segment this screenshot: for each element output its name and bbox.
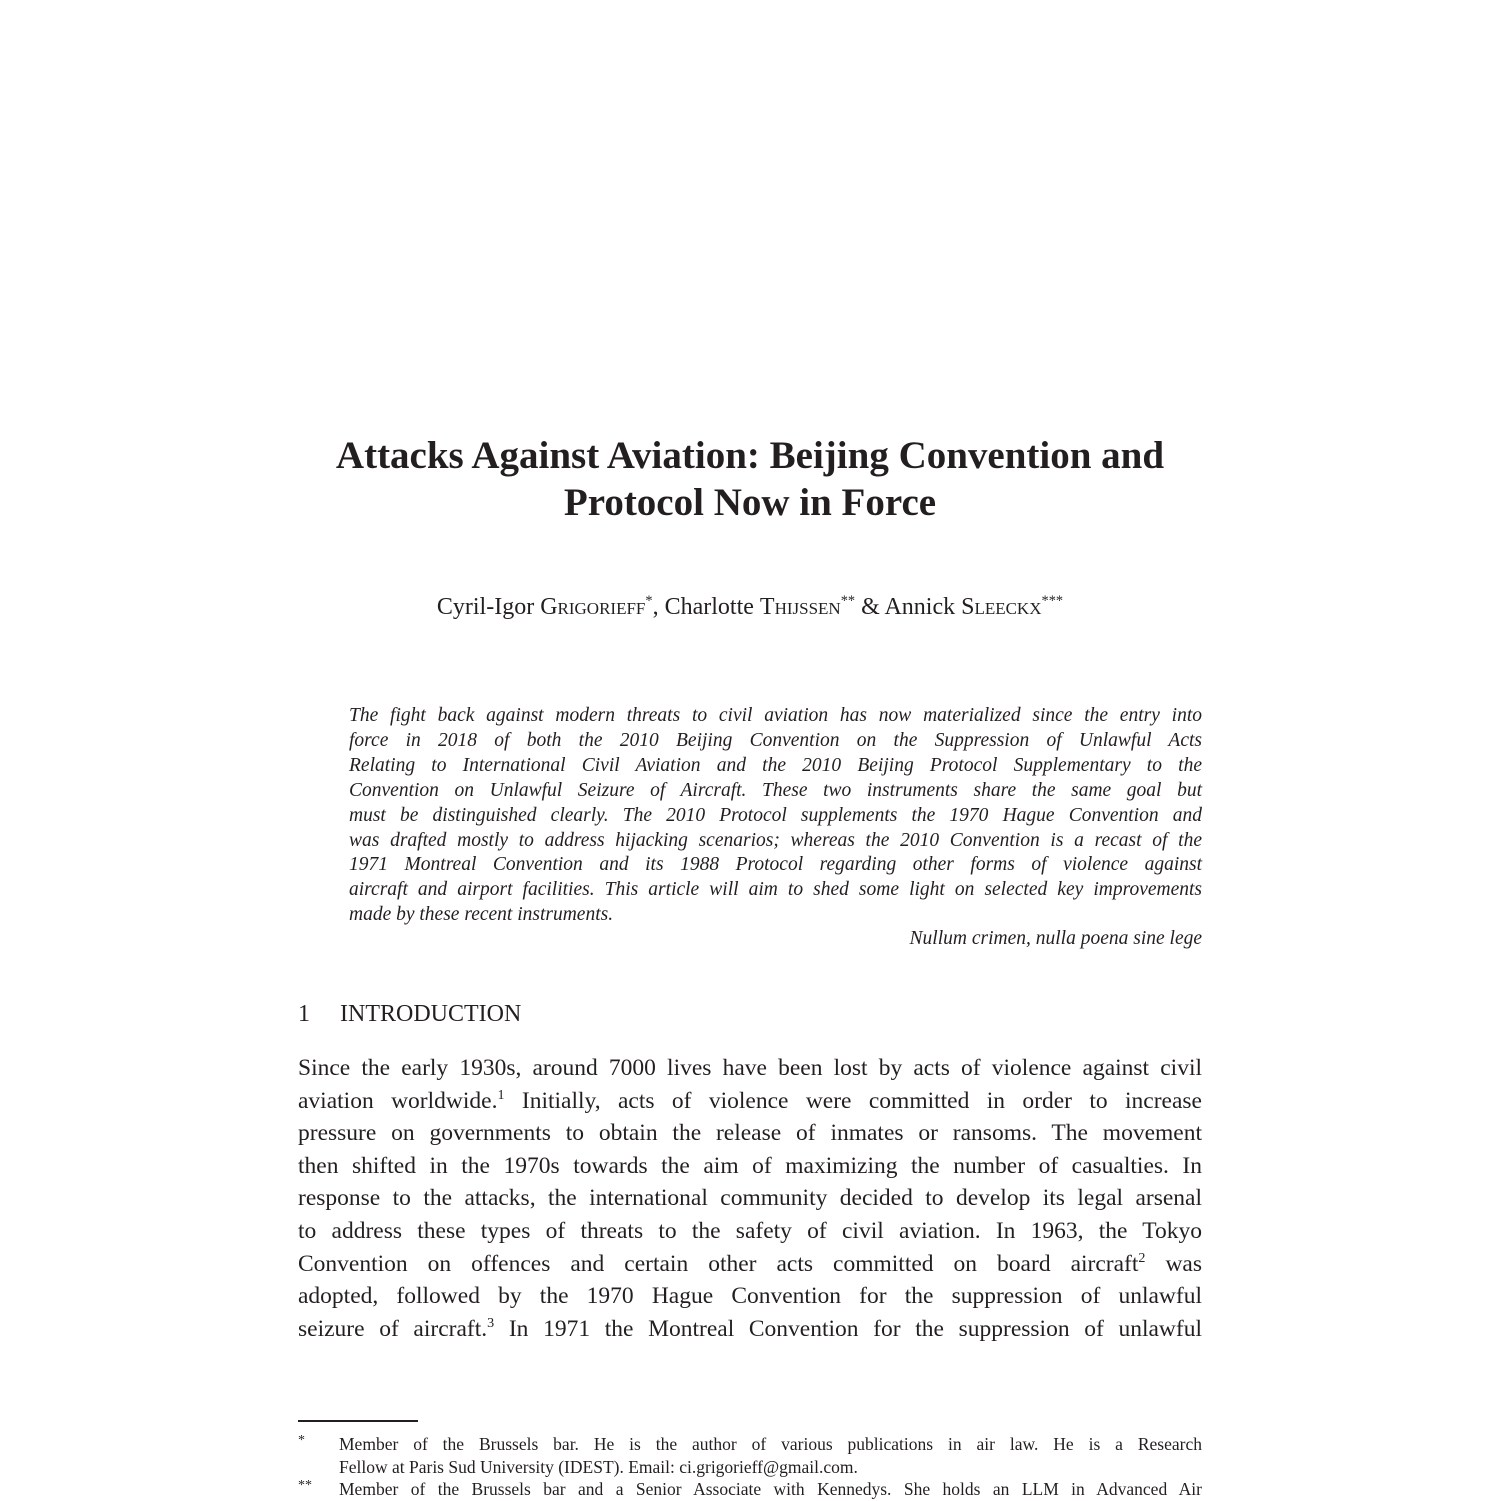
footnote-divider <box>298 1420 418 1422</box>
text-run: was <box>1145 1250 1203 1277</box>
footnote-line: Member of the Brussels bar. He is the author of various publications in air law. He is a Research <box>339 1434 1202 1454</box>
author-footnote-mark: * <box>645 593 653 609</box>
abstract-line: The fight back against modern threats to civil aviation has now materialized since the entry into <box>349 705 1202 726</box>
text-run: seizure of aircraft. <box>298 1315 488 1342</box>
title-line: Protocol Now in Force <box>563 481 937 524</box>
section-number: 1 <box>298 1001 310 1027</box>
text-run: In 1971 the Montreal Convention for the suppression of unlawful <box>494 1315 1203 1342</box>
abstract <box>349 704 1202 928</box>
author-footnote-mark: ** <box>840 593 856 609</box>
author-last: Grigorieff <box>540 594 646 620</box>
text-run: to address these types of threats to the safety of civil aviation. In 1963, the Tokyo <box>298 1217 1202 1244</box>
abstract-line: Relating to International Civil Aviation and the 2010 Beijing Protocol Supplementary to the <box>349 754 1202 776</box>
author-first: Annick <box>884 594 956 620</box>
body-line <box>298 1150 1202 1183</box>
text-run: Since the early 1930s, around 7000 lives have been lost by acts of violence against civil <box>298 1055 1202 1081</box>
section-title: INTRODUCTION <box>340 1001 522 1027</box>
author-first: Cyril-Igor <box>436 594 535 620</box>
body-line <box>298 1280 1202 1313</box>
footnote-mark: * <box>298 1433 305 1448</box>
title-line: Attacks Against Aviation: Beijing Convention and <box>335 434 1165 477</box>
body-paragraph <box>298 1052 1202 1345</box>
author-separator: & <box>855 594 885 620</box>
body-line <box>298 1313 1202 1346</box>
footnote-reference[interactable]: 2 <box>1138 1249 1146 1266</box>
body-line <box>298 1085 1202 1118</box>
author-list <box>250 594 1250 621</box>
body-line <box>298 1182 1202 1215</box>
footnote-reference[interactable]: 3 <box>487 1314 495 1331</box>
text-run: response to the attacks, the international community decided to develop its legal arsenal <box>298 1185 1202 1212</box>
text-run: adopted, followed by the 1970 Hague Convention for the suppression of unlawful <box>298 1283 1202 1310</box>
abstract-line: was drafted mostly to address hijacking scenarios; whereas the 2010 Convention is a recast of the <box>349 829 1202 851</box>
abstract-line: aircraft and airport facilities. This article will aim to shed some light on selected key improvements <box>349 879 1202 901</box>
footnote-line: Member of the Brussels bar and a Senior Associate with Kennedys. She holds an LLM in Advanced Air <box>339 1479 1202 1499</box>
footnote-mark: ** <box>298 1478 312 1493</box>
abstract-line: made by these recent instruments. <box>349 904 614 926</box>
abstract-line: force in 2018 of both the 2010 Beijing Convention on the Suppression of Unlawful Acts <box>349 729 1202 751</box>
footnote-reference[interactable]: 1 <box>497 1086 505 1103</box>
body-line <box>298 1117 1202 1150</box>
body-line <box>298 1248 1202 1281</box>
epigraph: Nullum crimen, nulla poena sine lege <box>909 928 1202 949</box>
text-run: pressure on governments to obtain the release of inmates or ransoms. The movement <box>298 1120 1202 1147</box>
author-last: Sleeckx <box>961 594 1042 620</box>
text-run: then shifted in the 1970s towards the aim of maximizing the number of casualties. In <box>298 1152 1202 1179</box>
text-run: Initially, acts of violence were committed in order to increase <box>504 1087 1202 1114</box>
section-heading <box>298 1001 521 1028</box>
body-line <box>298 1215 1202 1248</box>
text-run: aviation worldwide. <box>298 1087 498 1114</box>
abstract-line: Convention on Unlawful Seizure of Aircraft. These two instruments share the same goal but <box>349 779 1202 801</box>
author-last: Thijssen <box>759 594 841 620</box>
author-separator: , <box>652 594 665 620</box>
author-footnote-mark: *** <box>1041 593 1064 609</box>
abstract-line: must be distinguished clearly. The 2010 Protocol supplements the 1970 Hague Convention and <box>349 804 1202 826</box>
footnote-line: Fellow at Paris Sud University (IDEST). Email: ci.grigorieff@gmail.com. <box>339 1456 858 1477</box>
author-first: Charlotte <box>664 594 754 620</box>
body-line <box>298 1052 1202 1085</box>
abstract-line: 1971 Montreal Convention and its 1988 Protocol regarding other forms of violence against <box>349 854 1202 876</box>
text-run: Convention on offences and certain other acts committed on board aircraft <box>298 1250 1139 1277</box>
paper-title <box>250 432 1250 526</box>
